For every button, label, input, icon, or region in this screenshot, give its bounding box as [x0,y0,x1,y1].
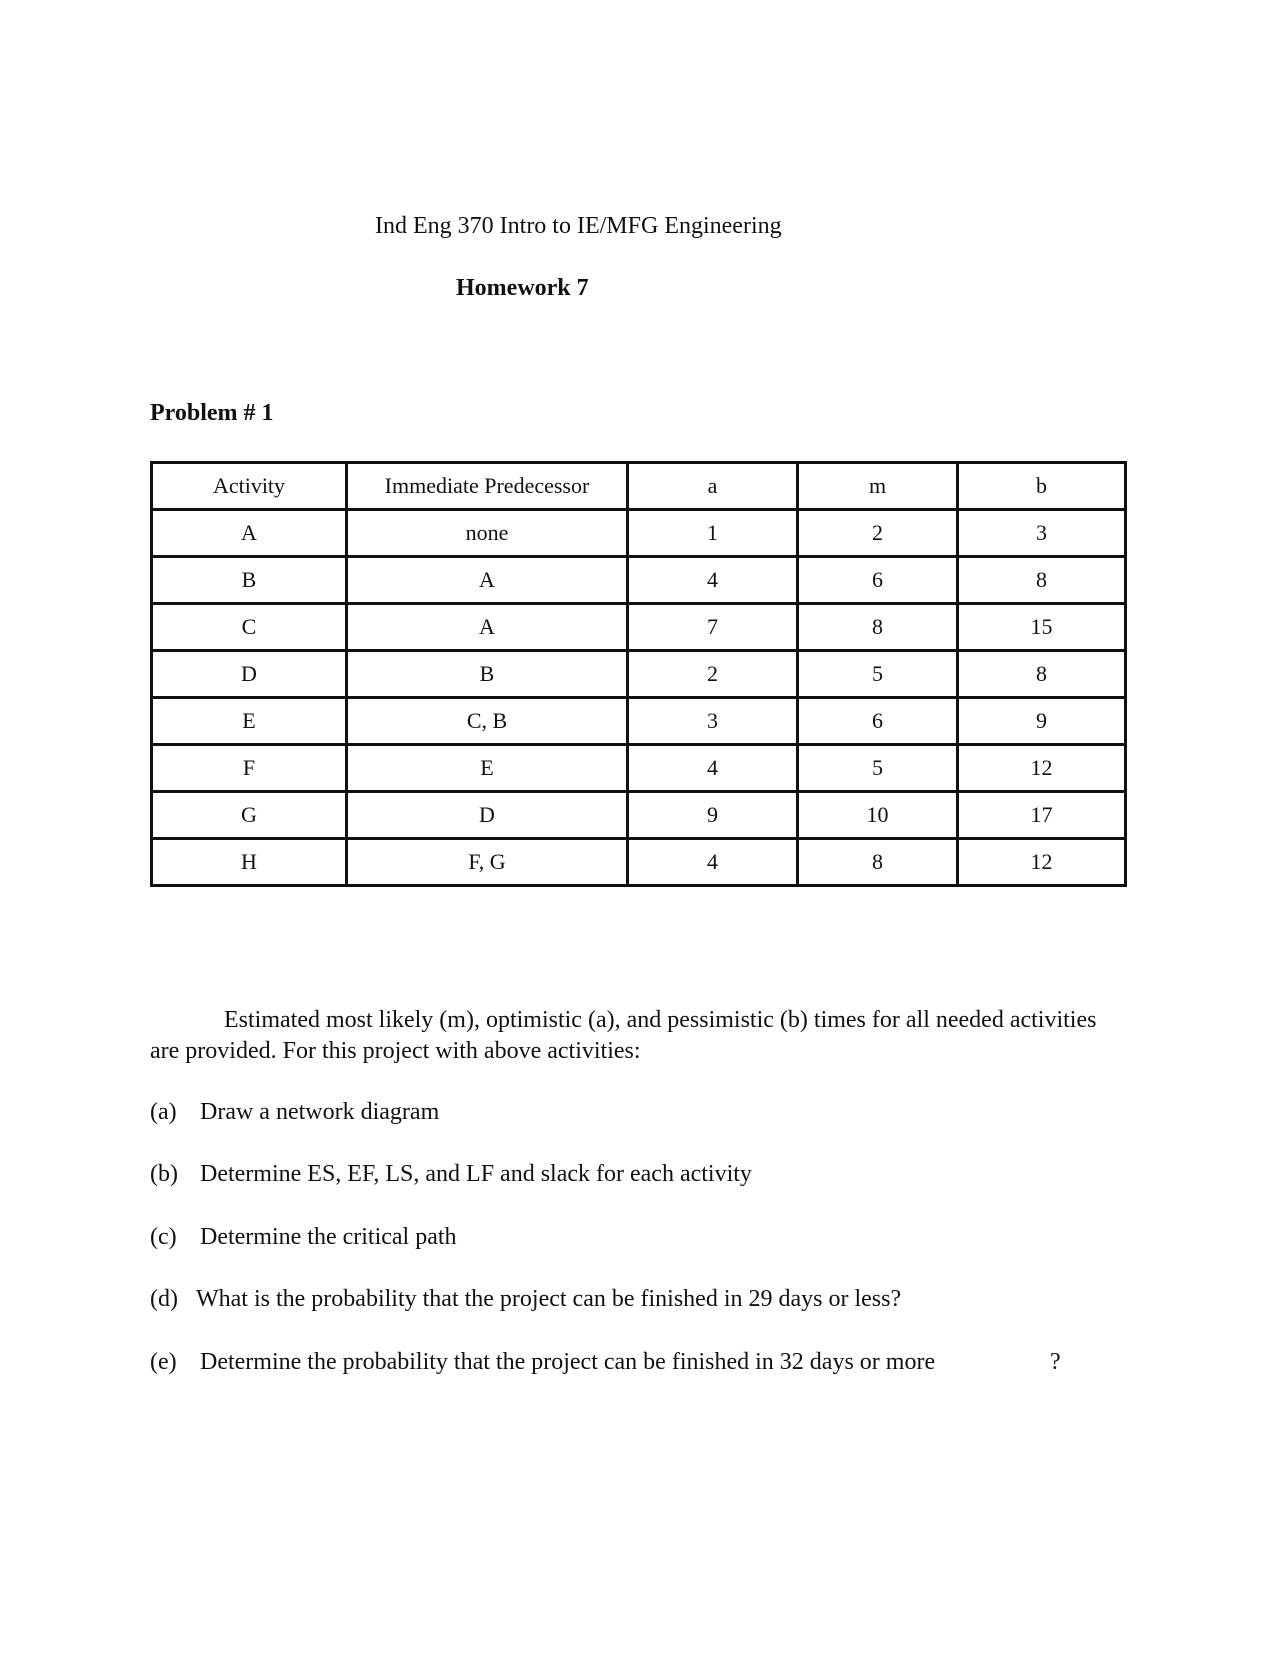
cell-a: 4 [628,839,798,886]
cell-m: 6 [798,557,958,604]
header-activity: Activity [152,463,347,510]
header-m: m [798,463,958,510]
question-text: Determine the critical path [200,1224,457,1250]
cell-a: 2 [628,651,798,698]
cell-a: 4 [628,557,798,604]
question-text: Draw a network diagram [200,1099,440,1125]
question-label: (b) [150,1161,178,1187]
cell-predecessor: E [347,745,628,792]
cell-a: 3 [628,698,798,745]
cell-predecessor: A [347,604,628,651]
table-row [152,510,1126,557]
cell-a: 9 [628,792,798,839]
cell-activity: H [152,839,347,886]
cell-activity: F [152,745,347,792]
cell-b: 15 [958,604,1126,651]
table-row [152,557,1126,604]
cell-m: 2 [798,510,958,557]
cell-b: 3 [958,510,1126,557]
cell-a: 7 [628,604,798,651]
table-row [152,839,1126,886]
cell-predecessor: D [347,792,628,839]
cell-m: 6 [798,698,958,745]
question-label: (a) [150,1099,177,1125]
problem-heading: Problem # 1 [150,400,274,426]
question-text: Determine ES, EF, LS, and LF and slack for each activity [200,1161,752,1187]
intro-paragraph: Estimated most likely (m), optimistic (a), and pessimistic (b) times for all needed activities are provided. For this project with above activities: [150,1007,1097,1064]
cell-activity: D [152,651,347,698]
cell-a: 4 [628,745,798,792]
question-d [150,1286,901,1313]
cell-predecessor: B [347,651,628,698]
table-header-row [152,463,1126,510]
question-label: (e) [150,1349,177,1375]
cell-activity: C [152,604,347,651]
table-row [152,604,1126,651]
table-row [152,745,1126,792]
activity-table [150,461,1127,887]
table-row [152,651,1126,698]
cell-activity: A [152,510,347,557]
header-b: b [958,463,1126,510]
cell-b: 8 [958,557,1126,604]
cell-activity: E [152,698,347,745]
cell-m: 10 [798,792,958,839]
course-title: Ind Eng 370 Intro to IE/MFG Engineering [375,213,782,239]
cell-b: 17 [958,792,1126,839]
cell-m: 5 [798,745,958,792]
cell-predecessor: A [347,557,628,604]
cell-m: 8 [798,839,958,886]
cell-predecessor: none [347,510,628,557]
question-text: Determine the probability that the project can be finished in 32 days or more [200,1349,936,1375]
cell-predecessor: F, G [347,839,628,886]
question-e [150,1349,1061,1376]
cell-a: 1 [628,510,798,557]
question-label: (d) [150,1286,178,1312]
question-text: What is the probability that the project can be finished in 29 days or less? [196,1286,902,1312]
header-immediate-predecessor: Immediate Predecessor [347,463,628,510]
table-row [152,698,1126,745]
question-b [150,1161,752,1188]
cell-b: 12 [958,839,1126,886]
cell-b: 9 [958,698,1126,745]
question-a [150,1099,439,1126]
homework-title: Homework 7 [456,275,589,301]
table-row [152,792,1126,839]
question-mark: ? [1050,1349,1061,1375]
cell-b: 12 [958,745,1126,792]
cell-m: 5 [798,651,958,698]
header-a: a [628,463,798,510]
cell-b: 8 [958,651,1126,698]
cell-predecessor: C, B [347,698,628,745]
question-label: (c) [150,1224,177,1250]
cell-activity: B [152,557,347,604]
cell-m: 8 [798,604,958,651]
cell-activity: G [152,792,347,839]
question-c [150,1224,457,1251]
